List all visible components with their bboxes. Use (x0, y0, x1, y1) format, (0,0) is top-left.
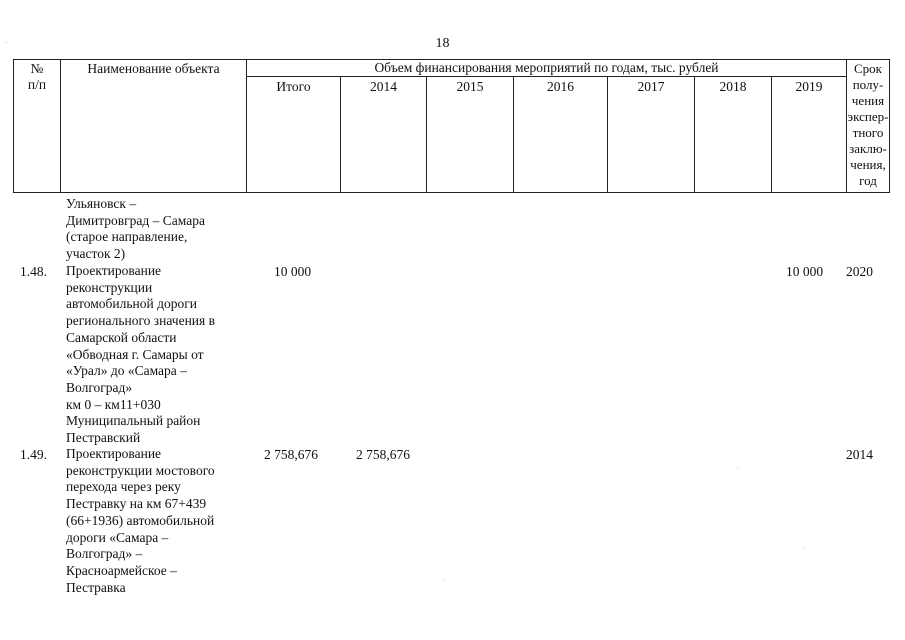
row-1-48-2019: 10 000 (786, 264, 824, 279)
row-1-48-name: Проектирование реконструкции автомобильной дороги регионального значения в Самарской области «Обводная г. Самары от «Урал» до «Самара – Волгоград» км 0 – км11+030 Муниципальный район Пестравский (66, 263, 215, 446)
page-number: 18 (435, 36, 450, 51)
table-header (13, 59, 890, 193)
row-1-49-total: 2 758,676 (264, 447, 318, 462)
header-year-2014: 2014 (370, 79, 397, 94)
header-col-line-1 (60, 59, 61, 193)
header-no: № п/п (27, 61, 47, 92)
header-year-2017: 2017 (637, 79, 665, 94)
row-1-48-no: 1.48. (20, 264, 47, 279)
row-1-49-name: Проектирование реконструкции мостового перехода через реку Пестравку на км 67+439 (66+1936) автомобильной дороги «Самара – Волгоград» – Красноармейское – Пестравка (66, 446, 215, 595)
header-deadline: Срок полу- чения экспер- тного заклю- чения, год (847, 61, 889, 188)
header-financing-divider (246, 76, 846, 77)
header-name: Наименование объекта (87, 61, 220, 76)
row-1-48-total: 10 000 (274, 264, 312, 279)
header-year-2015: 2015 (456, 79, 484, 94)
header-total: Итого (276, 79, 311, 94)
header-year-2018: 2018 (719, 79, 747, 94)
header-col-line-10 (889, 59, 890, 193)
row-continuation-name: Ульяновск – Димитровград – Самара (старое направление, участок 2) (66, 196, 205, 262)
header-year-2016: 2016 (547, 79, 574, 94)
header-bottom-border (13, 192, 890, 193)
scan-speck (6, 42, 7, 43)
scan-speck (737, 467, 738, 468)
row-1-49-no: 1.49. (20, 447, 47, 462)
header-year-2019: 2019 (795, 79, 823, 94)
row-1-49-deadline: 2014 (846, 447, 873, 462)
row-1-48-deadline: 2020 (846, 264, 873, 279)
scan-speck (443, 580, 444, 581)
row-1-49-2014: 2 758,676 (356, 447, 410, 462)
scan-speck (804, 548, 805, 549)
header-financing: Объем финансирования мероприятий по годам, тыс. рублей (374, 60, 719, 75)
